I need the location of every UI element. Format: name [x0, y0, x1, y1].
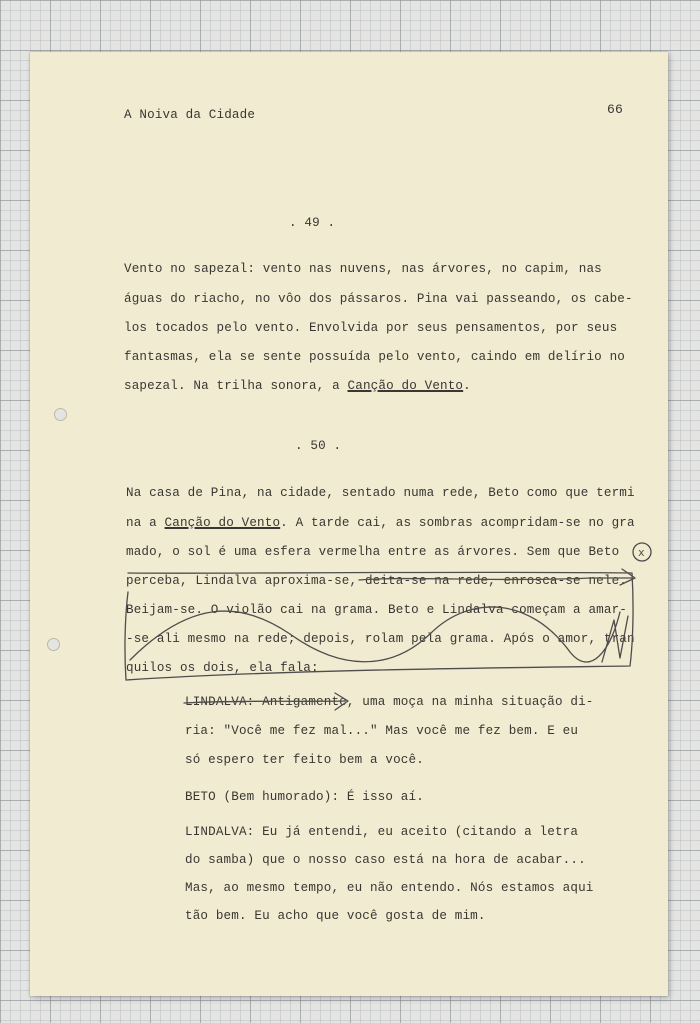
- song-title: Canção do Vento: [164, 516, 281, 530]
- scene50-line: Na casa de Pina, na cidade, sentado numa rede, Beto como que termi: [126, 486, 635, 500]
- script-title: A Noiva da Cidade: [124, 108, 256, 122]
- dialogue-lindalva-1: LINDALVA: Antigamente, uma moça na minha situação di-: [185, 695, 594, 709]
- dialogue-lindalva-2: LINDALVA: Eu já entendi, eu aceito (citando a letra: [185, 825, 579, 839]
- struck-speaker: LINDALVA: Antigamente: [185, 695, 347, 709]
- scene-number-49: . 49 .: [289, 216, 336, 230]
- circled-mark-ring: [633, 543, 651, 561]
- scene50-line: na a Canção do Vento. A tarde cai, as sombras acompridam-se no gra: [126, 516, 635, 530]
- struck-text: deita-se na rede, enrosca-se nele.: [364, 574, 627, 588]
- dialogue-line: só espero ter feito bem a você.: [185, 753, 424, 767]
- scene49-line: los tocados pelo vento. Envolvida por seus pensamentos, por seus: [124, 321, 618, 335]
- punch-hole-top: [54, 408, 67, 421]
- dialogue-line: Mas, ao mesmo tempo, eu não entendo. Nós estamos aqui: [185, 881, 594, 895]
- song-title: Canção do Vento: [347, 379, 464, 393]
- dialogue-line: tão bem. Eu acho que você gosta de mim.: [185, 909, 486, 923]
- dialogue-line: ria: "Você me fez mal..." Mas você me fez bem. E eu: [185, 724, 579, 738]
- scene49-last-line: sapezal. Na trilha sonora, a Canção do Vento.: [124, 379, 471, 393]
- circled-mark-letter: x: [638, 546, 645, 559]
- scene50-line: Beijam-se. O violão cai na grama. Beto e Lindalva começam a amar-: [126, 603, 627, 617]
- dialogue-beto: BETO (Bem humorado): É isso aí.: [185, 790, 424, 804]
- scene49-line: fantasmas, ela se sente possuída pelo vento, caindo em delírio no: [124, 350, 625, 364]
- scene50-line: mado, o sol é uma esfera vermelha entre as árvores. Sem que Beto: [126, 545, 620, 559]
- dialogue-line: do samba) que o nosso caso está na hora de acabar...: [185, 853, 586, 867]
- scene50-line: quilos os dois, ela fala:: [126, 661, 319, 675]
- scene50-line: -se ali mesmo na rede; depois, rolam pela grama. Após o amor, tran: [126, 632, 635, 646]
- typewritten-page: [30, 52, 668, 996]
- scene49-line: Vento no sapezal: vento nas nuvens, nas árvores, no capim, nas: [124, 262, 602, 276]
- scene49-line: águas do riacho, no vôo dos pássaros. Pina vai passeando, os cabe-: [124, 292, 633, 306]
- punch-hole-bottom: [47, 638, 60, 651]
- page-number: 66: [607, 102, 623, 117]
- scene-number-50: . 50 .: [295, 439, 342, 453]
- scene50-line: perceba, Lindalva aproxima-se, deita-se na rede, enrosca-se nele.: [126, 574, 627, 588]
